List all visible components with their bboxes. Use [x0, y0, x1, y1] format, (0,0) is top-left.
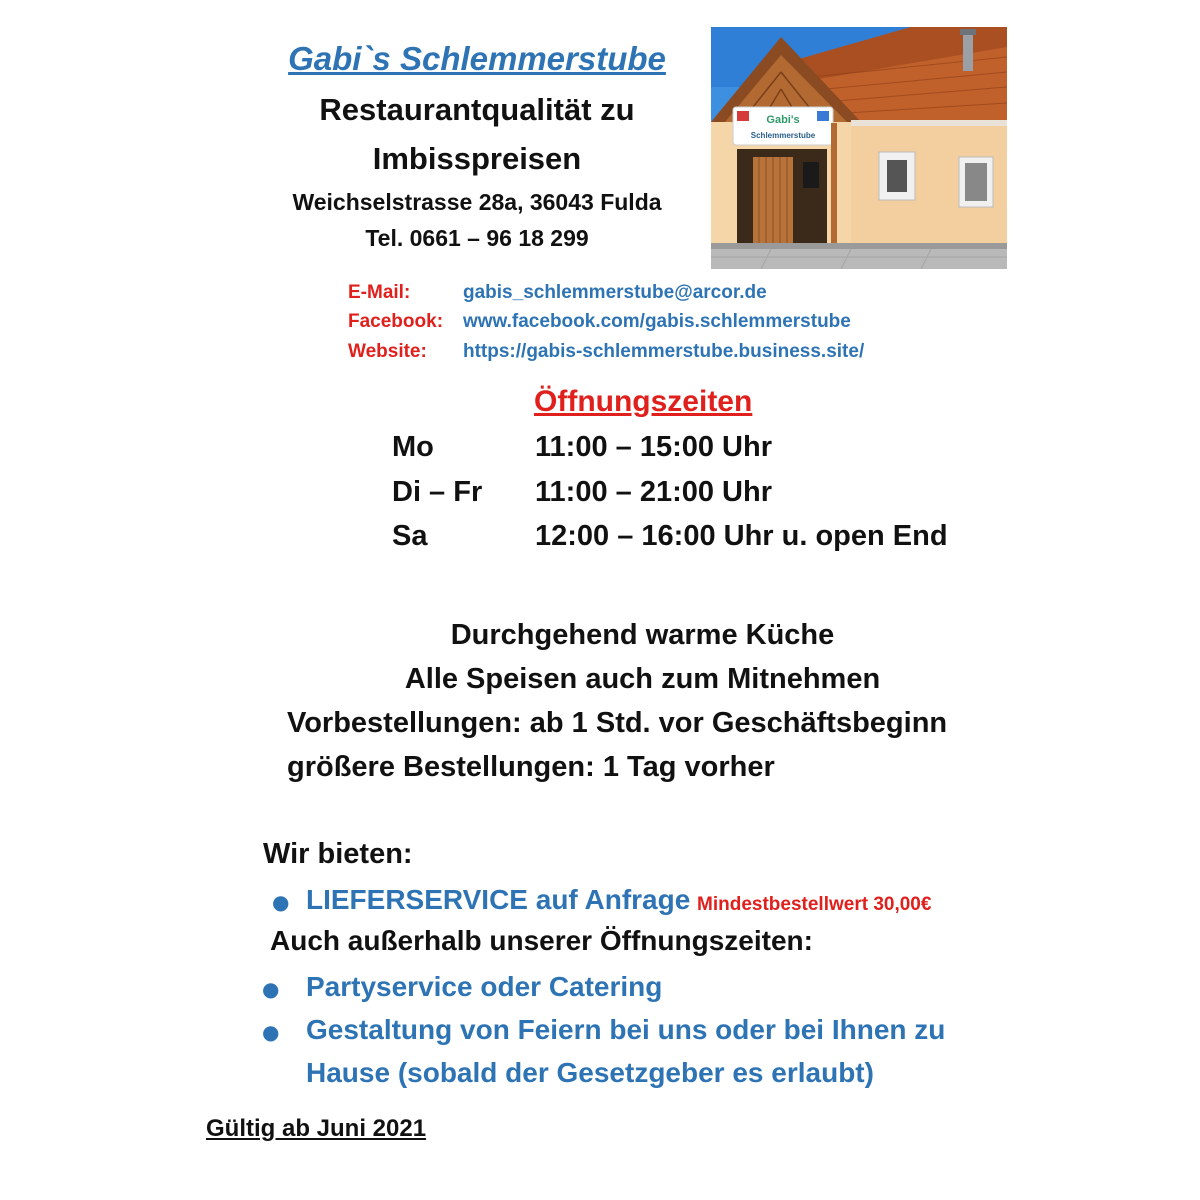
restaurant-photo	[711, 27, 1007, 269]
contact-facebook-label: Facebook:	[348, 311, 444, 332]
contact-email-label: E-Mail:	[348, 282, 411, 303]
offers-title: Wir bieten:	[263, 838, 413, 870]
offer-party: Partyservice oder Catering	[306, 971, 663, 1002]
contact-website-label: Website:	[348, 341, 427, 362]
hours-day: Sa	[392, 520, 428, 552]
bullet-icon: ●	[272, 890, 290, 914]
offer-events-line2: Hause (sobald der Gesetzgeber es erlaubt)	[306, 1057, 874, 1088]
tagline-line2: Imbisspreisen	[372, 141, 582, 176]
bullet-icon: ●	[262, 1020, 280, 1044]
offer-delivery: LIEFERSERVICE auf Anfrage	[306, 884, 691, 915]
phone: Tel. 0661 – 96 18 299	[365, 225, 589, 251]
offer-events-line1: Gestaltung von Feiern bei uns oder bei Ihnen zu	[306, 1014, 946, 1045]
sign-text-line1: Gabi's	[766, 114, 800, 126]
info-preorders: Vorbestellungen: ab 1 Std. vor Geschäftsbeginn	[287, 707, 948, 739]
sign-text-line2: Schlemmerstube	[750, 131, 816, 140]
info-warm-kitchen: Durchgehend warme Küche	[450, 619, 835, 651]
hours-time: 11:00 – 15:00 Uhr	[535, 431, 772, 463]
hours-time: 12:00 – 16:00 Uhr u. open End	[535, 520, 948, 552]
offer-min-order: Mindestbestellwert 30,00€	[697, 894, 932, 915]
contact-website-link[interactable]: https://gabis-schlemmerstube.business.site/	[463, 341, 865, 362]
hours-day: Mo	[392, 431, 434, 463]
hours-time: 11:00 – 21:00 Uhr	[535, 476, 772, 508]
offer-outside-hours: Auch außerhalb unserer Öffnungszeiten:	[270, 925, 813, 956]
info-takeaway: Alle Speisen auch zum Mitnehmen	[404, 663, 881, 695]
contact-email-link[interactable]: gabis_schlemmerstube@arcor.de	[463, 282, 767, 303]
valid-from: Gültig ab Juni 2021	[206, 1115, 427, 1142]
address: Weichselstrasse 28a, 36043 Fulda	[292, 189, 662, 215]
hours-day: Di – Fr	[392, 476, 483, 508]
contact-facebook-link[interactable]: www.facebook.com/gabis.schlemmerstube	[463, 311, 851, 332]
tagline-line1: Restaurantqualität zu	[319, 92, 635, 127]
restaurant-title: Gabi`s Schlemmerstube	[288, 40, 666, 77]
bullet-icon: ●	[262, 977, 280, 1001]
info-large-orders: größere Bestellungen: 1 Tag vorher	[287, 751, 775, 783]
opening-hours-title: Öffnungszeiten	[534, 385, 753, 418]
